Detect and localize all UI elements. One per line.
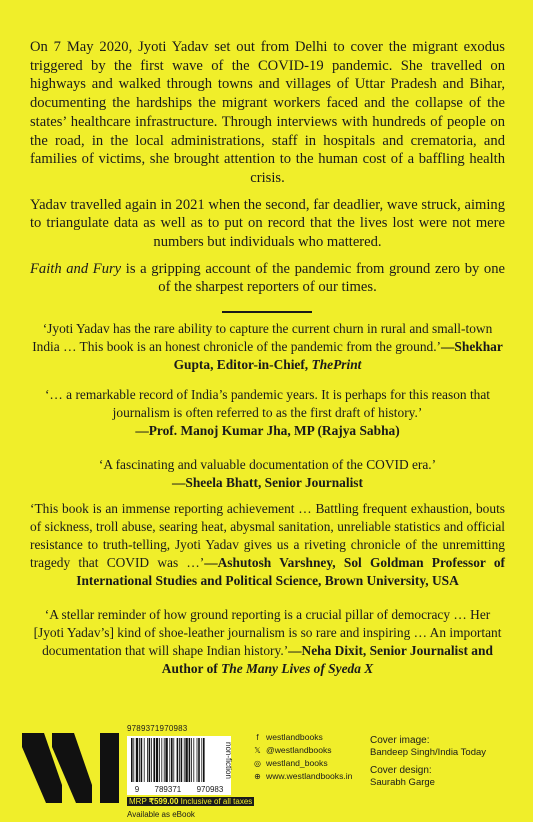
quote-5-attribution: —Neha Dixit, Senior Journalist and Author of [161,643,493,676]
category-label: non-fiction [224,742,233,779]
globe-icon: ⊕ [254,772,261,781]
x-handle: @westlandbooks [266,745,332,755]
social-web[interactable] [253,770,352,783]
barcode-bar [184,738,185,782]
cover-image-label: Cover image: [370,735,430,746]
social-x[interactable] [253,744,352,757]
cover-image-credit: Bandeep Singh/India Today [370,747,487,758]
barcode-digit-group-1: 789371 [154,785,182,794]
barcode-bar [133,738,134,782]
quote-5 [30,606,505,678]
barcode-bar [159,738,160,782]
barcode-digit-prefix: 9 [134,785,140,794]
quote-3-attribution: —Sheela Bhatt, Senior Journalist [172,475,363,490]
mrp-value: ₹599.00 [148,797,179,806]
westland-logo [22,733,119,803]
quote-1 [30,320,505,374]
blurb-paragraph-3 [30,260,505,297]
instagram-icon: ◎ [254,759,261,768]
cover-credits [370,735,486,789]
barcode-bar [193,738,194,782]
barcode-bar [177,738,179,782]
quote-3 [30,456,505,492]
barcode-bar [131,738,133,782]
barcode [127,736,231,784]
barcode-bar [169,738,170,782]
barcode-bar [164,738,165,782]
quote-5-book-title: The Many Lives of Syeda X [221,661,374,676]
quote-5-text: ‘A stellar reminder of how ground reporting is a crucial pillar of democracy … Her [Jyoti Yadav’s] kind of shoe-leather journalism is so rare and inspiring … An important documentation that will shape Indian history.’ [33,607,502,658]
barcode-bar [171,738,173,782]
quote-4 [30,500,505,590]
quote-2-text: ‘… a remarkable record of India’s pandemic years. It is perhaps for this reason that journalism is often referred to as the first draft of history.’ [44,387,491,420]
blurb-paragraph-1: On 7 May 2020, Jyoti Yadav set out from Delhi to cover the migrant exodus triggered by the first wave of the COVID-19 pandemic. She travelled on highways and walked through towns and villages of Uttar Pradesh and Bihar, documenting the hardships the migrant workers faced and the collapse of the states’ healthcare infrastructure. Through interviews with hundreds of people on the road, in the local administrations, staff in hospitals and crematoria, and families of victims, she brought attention to the human cost of a baffling health crisis. [30,39,505,186]
barcode-digits [127,784,231,795]
divider-rule [222,311,312,313]
instagram-handle: westland_books [266,758,328,768]
barcode-bar [141,738,143,782]
cover-design-credit: Saurabh Garge [370,777,435,788]
quote-1-attribution: —Shekhar Gupta, Editor-in-Chief, [173,339,503,372]
barcode-bar [136,738,138,782]
quote-3-text: ‘A fascinating and valuable documentation of the COVID era.’ [98,457,437,472]
facebook-icon: f [256,733,259,742]
blurb-paragraph-3-text: is a gripping account of the pandemic from ground zero by one of the sharpest reporters of our times. [121,260,505,296]
quote-4-attribution: —Ashutosh Varshney, Sol Goldman Professor of International Studies and Political Science, Brown University, USA [76,555,505,588]
barcode-bar [173,738,174,782]
barcode-bar [144,738,145,782]
barcode-bar [179,738,180,782]
barcode-bar [153,738,155,782]
quote-2-attribution: —Prof. Manoj Kumar Jha, MP (Rajya Sabha) [135,423,400,438]
barcode-bar [185,738,187,782]
ebook-availability: Available as eBook [127,810,195,819]
barcode-bar [203,738,205,782]
barcode-bar [151,738,152,782]
barcode-bar [161,738,162,782]
quote-1-text: ‘Jyoti Yadav has the rare ability to capture the current churn in rural and small-town India … This book is an honest chronicle of the pandemic from the ground.’ [32,321,493,354]
book-title: Faith and Fury [30,260,122,277]
barcode-bar [149,738,151,782]
barcode-bar [139,738,140,782]
barcode-bar [147,738,148,782]
facebook-handle: westlandbooks [266,732,323,742]
x-icon: 𝕏 [254,746,261,755]
website: www.westlandbooks.in [266,771,353,781]
cover-design-label: Cover design: [370,765,432,776]
isbn-number: 9789371970983 [127,724,188,733]
barcode-bar [156,738,158,782]
price-label [127,797,254,806]
barcode-bar [197,738,198,782]
mrp-label: MRP [129,797,147,806]
blurb-paragraph-2: Yadav travelled again in 2021 when the second, far deadlier, wave struck, aiming to triangulate data as well as to put on record that the lives lost were not mere numbers but individuals who mattered. [30,196,505,251]
social-links [253,731,352,783]
barcode-bar [198,738,200,782]
social-instagram[interactable] [253,757,352,770]
social-facebook[interactable] [253,731,352,744]
quote-2 [30,386,505,440]
barcode-bar [201,738,202,782]
book-blurb [30,38,505,305]
quote-1-publication: ThePrint [311,357,362,372]
barcode-bar [181,738,183,782]
quote-4-text: ‘This book is an immense reporting achievement … Battling frequent exhaustion, bouts of sickness, troll abuse, searing heat, abysmal sanitation, unreliable statistics and official resistance to truth-telling, Jyoti Yadav gives us a riveting chronicle of the unremitting tragedy that COVID was …’ [30,501,505,570]
barcode-bar [189,738,191,782]
barcode-bar [191,738,192,782]
mrp-note: Inclusive of all taxes [180,797,253,806]
barcode-bar [165,738,167,782]
barcode-digit-group-2: 970983 [196,785,224,794]
